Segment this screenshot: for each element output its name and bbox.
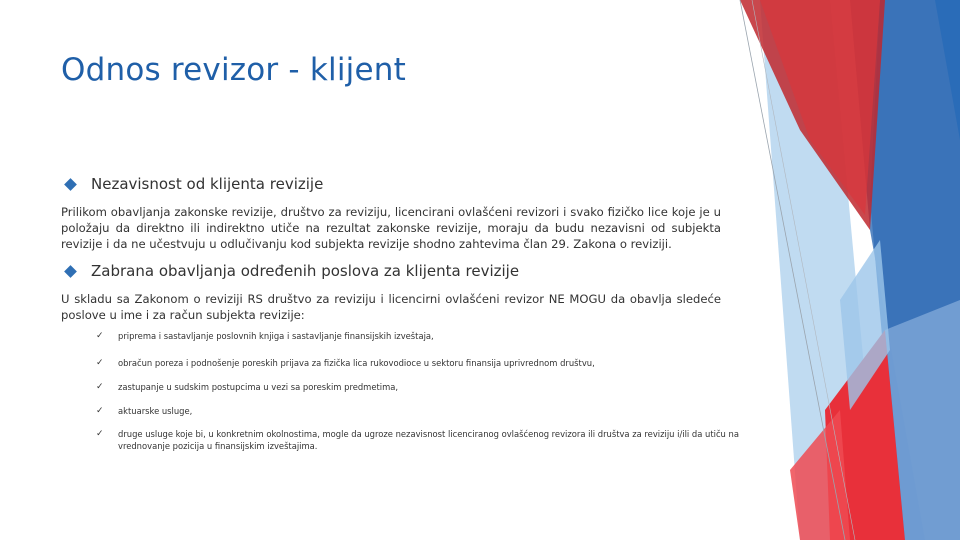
bullet-prohibition — [64, 262, 519, 280]
prohibition-paragraph: U skladu sa Zakonom o reviziji RS društvo za reviziju i licencirni ovlašćeni revizor NE MOGU da obavlja sledeće poslove u ime i za račun subjekta revizije: — [61, 292, 721, 322]
list-item-text: obračun poreza i podnošenje poreskih prijava za fizička lica rukovodioce u sektoru finansija uprivrednom društvu, — [118, 358, 595, 368]
list-item-text: druge usluge koje bi, u konkretnim okolnostima, mogle da ugroze nezavisnost licenciranog ovlašćenog revizora ili društva za reviziju i/ili da utiču na vrednovanje pozicija u finansijskim izveštajima. — [118, 429, 739, 451]
list-item — [96, 330, 756, 342]
checkmark-icon: ✓ — [96, 358, 104, 368]
list-item — [96, 405, 756, 417]
checkmark-icon: ✓ — [96, 406, 104, 416]
bullet-heading: Nezavisnost od klijenta revizije — [91, 175, 324, 193]
list-item — [96, 381, 756, 393]
diamond-bullet-icon — [64, 265, 77, 278]
list-item-text: aktuarske usluge, — [118, 406, 193, 416]
bullet-independence — [64, 175, 323, 193]
checkmark-icon: ✓ — [96, 382, 104, 392]
diamond-bullet-icon — [64, 178, 77, 191]
list-item-text: priprema i sastavljanje poslovnih knjiga i sastavljanje finansijskih izveštaja, — [118, 331, 434, 341]
list-item-text: zastupanje u sudskim postupcima u vezi sa poreskim predmetima, — [118, 382, 399, 392]
independence-paragraph: Prilikom obavljanja zakonske revizije, društvo za reviziju, licencirani ovlašćeni revizori i svako fizičko lice koje je u položaju da direktno ili indirektno utiče na rezultat zakonske revizije, moraju da budu nezavisni od subjekta revizije i da ne učestvuju u odlučivanju kod subjekta revizije shodno zahtevima član 29. Zakona o reviziji. — [61, 205, 721, 251]
checkmark-icon: ✓ — [96, 331, 104, 341]
slide-title: Odnos revizor - klijent — [61, 52, 406, 88]
checkmark-icon: ✓ — [96, 429, 104, 439]
bullet-heading: Zabrana obavljanja određenih poslova za klijenta revizije — [91, 262, 520, 280]
list-item — [96, 357, 756, 369]
list-item — [96, 428, 756, 452]
